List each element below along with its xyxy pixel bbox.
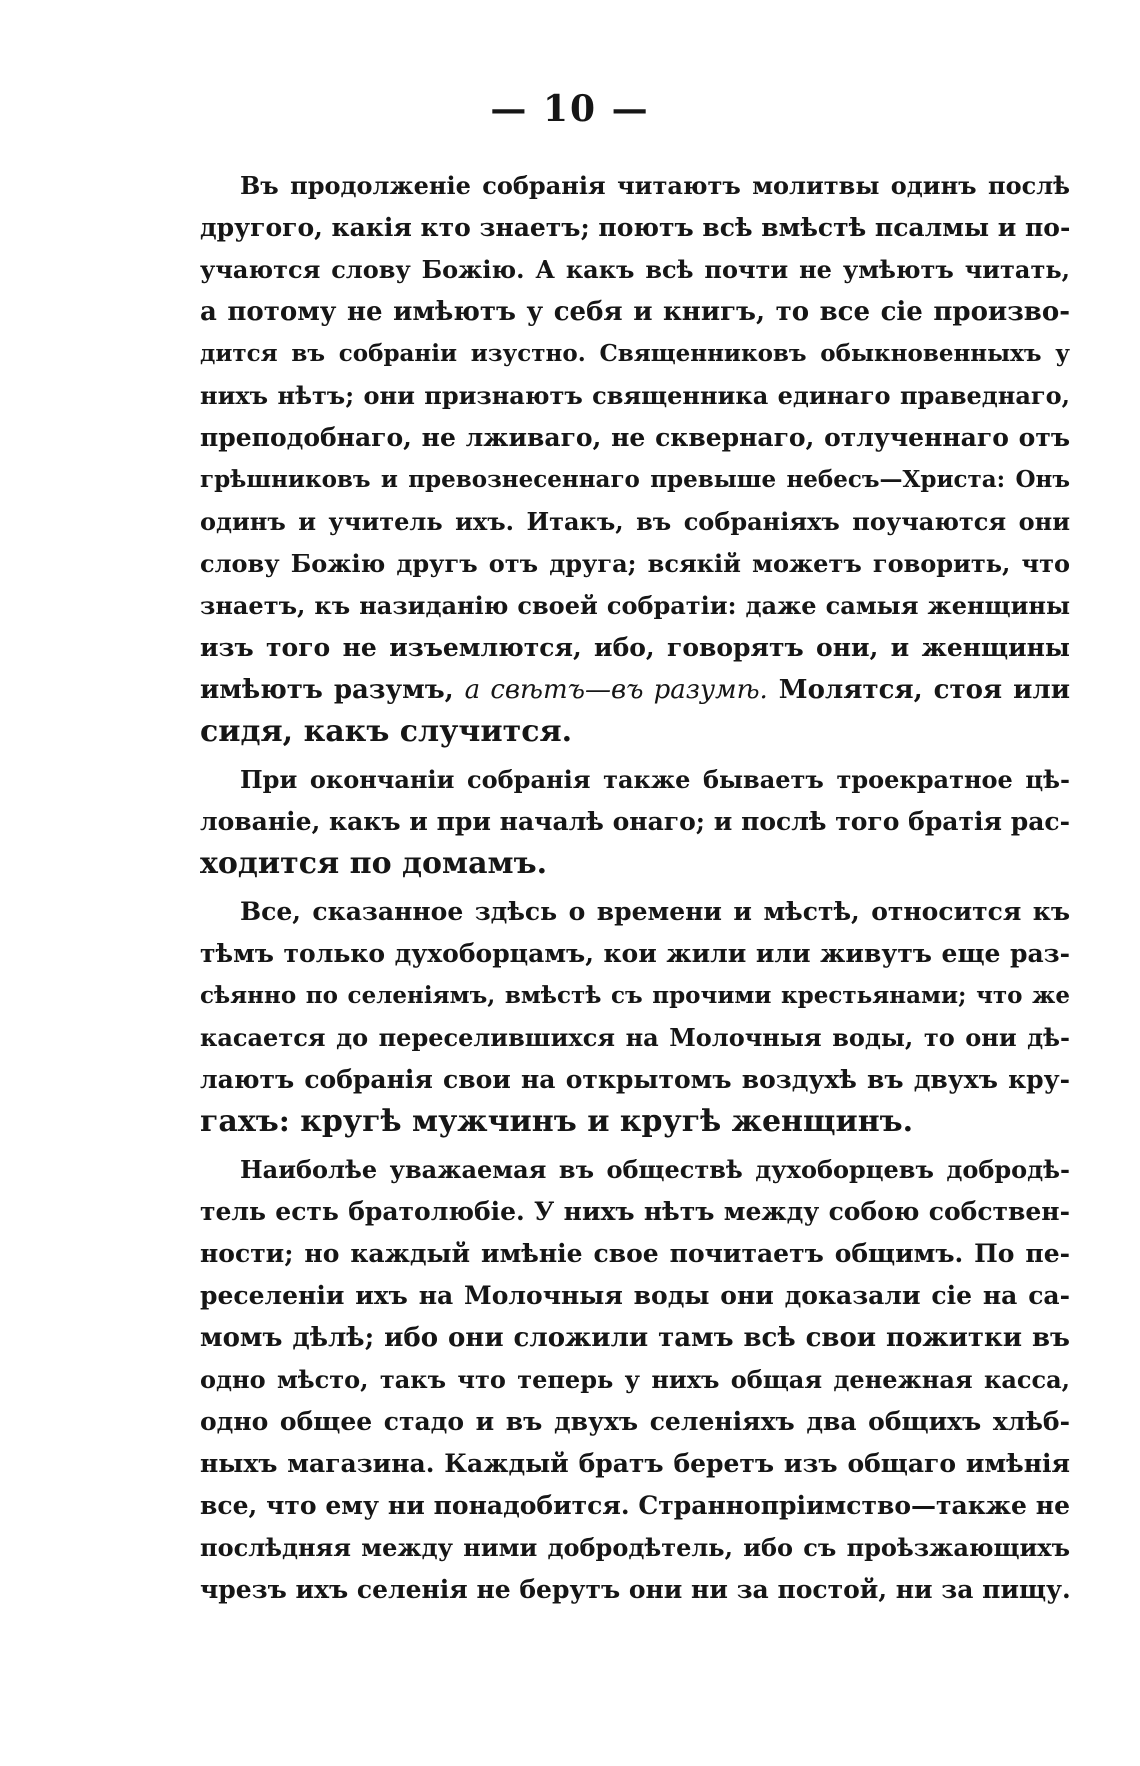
text-line: Все, сказанное здѣсь о времени и мѣстѣ, относится къ <box>240 897 1070 926</box>
text-line: Въ продолженіе собранія читаютъ молитвы одинъ послѣ <box>240 171 1070 200</box>
text-line: ныхъ магазина. Каждый братъ беретъ изъ общаго имѣнія <box>200 1449 1070 1478</box>
text-line: знаетъ, къ назиданію своей собратіи: даже самыя женщины <box>200 591 1070 620</box>
text-line: все, что ему ни понадобится. Страннопріимство—также не <box>200 1491 1070 1520</box>
paragraph-2 <box>200 759 1070 885</box>
text-line: а потому не имѣютъ у себя и книгъ, то все сіе произво- <box>200 297 1070 327</box>
paragraph-4 <box>200 1149 1070 1611</box>
text-line: одно мѣсто, такъ что теперь у нихъ общая денежная касса, <box>200 1365 1070 1394</box>
text-line: дится въ собраніи изустно. Священниковъ обыкновенныхъ у <box>200 340 1070 367</box>
text-line: учаются слову Божію. А какъ всѣ почти не умѣютъ читать, <box>200 255 1070 284</box>
text-line-mixed <box>200 669 1070 711</box>
text-line: Наиболѣе уважаемая въ обществѣ духоборцевъ добродѣ- <box>240 1155 1070 1184</box>
text-line: послѣдняя между ними добродѣтель, ибо съ проѣзжающихъ <box>200 1533 1070 1562</box>
text-line: реселеніи ихъ на Молочныя воды они доказали сіе на са- <box>200 1281 1070 1310</box>
text-line: сидя, какъ случится. <box>200 714 573 749</box>
text-line: ходится по домамъ. <box>200 846 548 881</box>
paragraph-3 <box>200 891 1070 1143</box>
text-line: лаютъ собранія свои на открытомъ воздухѣ въ двухъ кру- <box>200 1065 1070 1094</box>
text-line: тѣмъ только духоборцамъ, кои жили или живутъ еще раз- <box>200 939 1070 968</box>
body-text <box>200 165 1070 1617</box>
text-line: нихъ нѣтъ; они признаютъ священника единаго праведнаго, <box>200 381 1070 410</box>
text-line: тель есть братолюбіе. У нихъ нѣтъ между собою собствен- <box>200 1197 1070 1226</box>
text-line: преподобнаго, не лживаго, не сквернаго, отлученнаго отъ <box>200 423 1070 452</box>
text-line: касается до переселившихся на Молочныя воды, то они дѣ- <box>200 1023 1070 1052</box>
text-line: ности; но каждый имѣніе свое почитаетъ общимъ. По пе- <box>200 1239 1070 1268</box>
text-run: имѣютъ разумъ, <box>200 675 465 705</box>
text-line: одинъ и учитель ихъ. Итакъ, въ собраніяхъ поучаются они <box>200 507 1070 536</box>
text-line: чрезъ ихъ селенія не берутъ они ни за постой, ни за пищу. <box>200 1575 1071 1604</box>
paragraph-1 <box>200 165 1070 753</box>
text-line: слову Божію другъ отъ друга; всякій можетъ говорить, что <box>200 549 1070 578</box>
text-line: При окончаніи собранія также бываетъ троекратное цѣ- <box>240 765 1070 794</box>
page-number: — 10 — <box>490 88 650 130</box>
text-line: момъ дѣлѣ; ибо они сложили тамъ всѣ свои пожитки въ <box>200 1323 1070 1353</box>
text-line: другого, какія кто знаетъ; поютъ всѣ вмѣстѣ псалмы и по- <box>200 213 1071 242</box>
text-line: изъ того не изъемлются, ибо, говорятъ они, и женщины <box>200 633 1070 662</box>
text-line: одно общее стадо и въ двухъ селеніяхъ два общихъ хлѣб- <box>200 1407 1070 1436</box>
italic-quote: а свѣтъ—въ разумѣ. <box>464 675 768 705</box>
text-line: сѣянно по селеніямъ, вмѣстѣ съ прочими крестьянами; что же <box>200 982 1070 1009</box>
text-run: Молятся, стоя или <box>767 675 1071 705</box>
text-line: гахъ: кругѣ мужчинъ и кругѣ женщинъ. <box>200 1104 914 1139</box>
text-line: грѣшниковъ и превознесеннаго превыше небесъ—Христа: Онъ <box>200 466 1070 493</box>
text-line: лованіе, какъ и при началѣ онаго; и послѣ того братія рас- <box>200 807 1070 836</box>
